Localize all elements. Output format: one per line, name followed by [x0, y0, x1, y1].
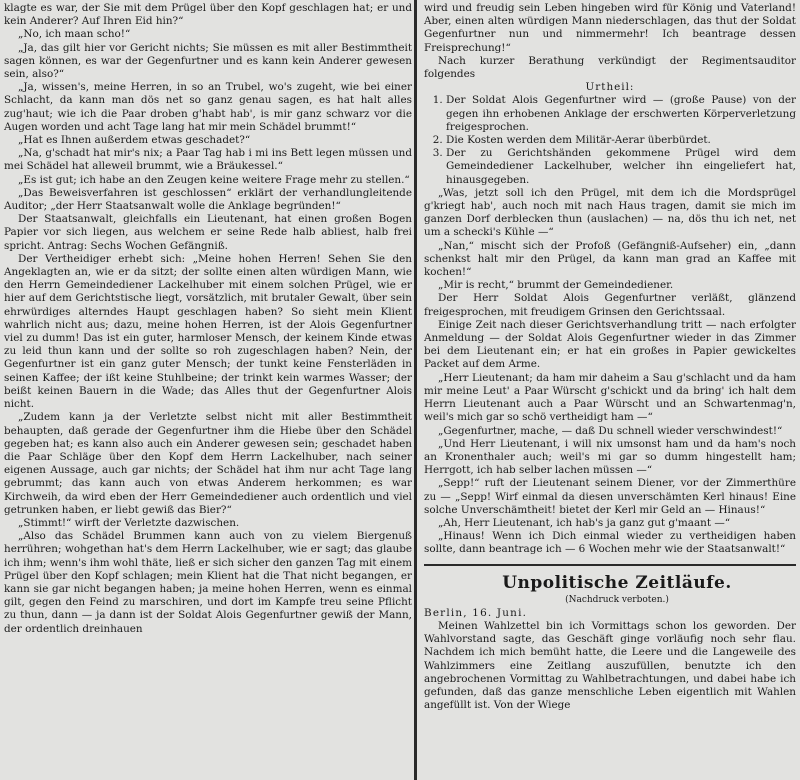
reprint-note: (Nachdruck verboten.)	[565, 594, 669, 605]
paragraph: „Mir is recht,“ brummt der Gemeindediener.	[438, 279, 674, 292]
paragraph: „Ah, Herr Lieutenant, ich hab's ja ganz gut g'maant —“	[438, 516, 731, 529]
paragraph: „Ja, das gilt hier vor Gericht nichts; Sie müssen es mit aller Bestimmtheit sagen können, es war der Gegenfurtner und es kann kein Anderer gewesen sein, also?“	[4, 41, 412, 81]
paragraph: wird und freudig sein Leben hingeben wird für König und Vaterland! Aber, einen alten würdigen Mann niederschlagen, das thut der Soldat Gegenfurtner nun und nimmermehr! Ich beantrage dessen Freisprechung!“	[424, 2, 796, 54]
paragraph: „Hinaus! Wenn ich Dich einmal wieder zu vertheidigen haben sollte, dann beantrage ich — 6 Wochen mehr wie der Staatsanwalt!“	[424, 530, 796, 556]
left-column	[4, 2, 412, 636]
verdict-item: 2. Die Kosten werden dem Militär-Aerar überbürdet.	[446, 134, 796, 147]
section-title: Unpolitische Zeitläufe.	[502, 572, 732, 593]
paragraph: „Na, g'schadt hat mir's nix; a Paar Tag hab i mi ins Bett legen müssen und mei Schädel hat alleweil brummt, wie a Bräukessel.“	[4, 147, 412, 173]
dateline-text: Berlin, 16. Juni.	[424, 606, 528, 619]
paragraph: Der Staatsanwalt, gleichfalls ein Lieutenant, hat einen großen Bogen Papier vor sich liegen, aus welchem er seine Rede halb abliest, halb frei spricht. Antrag: Sechs Wochen Gefängniß.	[4, 213, 412, 252]
paragraph: „Gegenfurtner, mache, — daß Du schnell wieder verschwindest!“	[438, 424, 783, 437]
paragraph: „Es ist gut; ich habe an den Zeugen keine weitere Frage mehr zu stellen.“	[18, 173, 410, 186]
paragraph: Einige Zeit nach dieser Gerichtsverhandlung tritt — nach erfolgter Anmeldung — der Soldat Alois Gegenfurtner wieder in das Zimmer bei dem Lieutenant ein; er hat ein großes in Papier gewickeltes Packet auf dem Arme.	[424, 318, 796, 371]
right-column	[424, 2, 796, 712]
paragraph: „Herr Lieutenant; da ham mir daheim a Sau g'schlacht und da ham mir meine Leut' a Paar Würscht g'schickt und da bring' ich halt dem Herrn Lieutenant auch a Paar Würscht und an Schwartenmag'n, weil's mich gar so schö vertheidigt ham —“	[424, 371, 796, 424]
verdict-item: 1. Der Soldat Alois Gegenfurtner wird — (große Pause) von der gegen ihn erhobenen Anklage der erschwerten Körperverletzung freigesprochen.	[446, 94, 796, 134]
paragraph: „No, ich maan scho!“	[18, 28, 131, 41]
verdict-item: 3. Der zu Gerichtshänden gekommene Prügel wird dem Gemeindediener Lackelhuber, welcher ihn eingeliefert hat, hinausgegeben.	[446, 147, 796, 187]
paragraph: „Ja, wissen's, meine Herren, in so an Trubel, wo's zugeht, wie bei einer Schlacht, da kann man dös net so ganz genau sagen, es hat halt alles zug'haut; wie ich die Paar droben g'habt hab', is mir ganz schwarz vor die Augen worden und acht Tage lang hat mir mein Schädel brummt!“	[4, 81, 412, 133]
section-divider	[424, 564, 796, 566]
paragraph: „Also das Schädel Brummen kann auch von zu vielem Biergenuß herrühren; wohgethan hat's dem Herrn Lackelhuber, wie er sagt; das glaube ich ihm; wenn's ihm wohl thäte, ließ er sich sicher den ganzen Tag mit einem Prügel über den Kopf schlagen; mein Klient hat die That nicht begangen, er kann sie gar nicht begangen haben; ja meine hohen Herren, wenn es einmal gilt, gegen den Feind zu marschiren, und dort im Kampfe treu seine Pflicht zu thun, dann — ja dann ist der Soldat Alois Gegenfurtner gewiß der Mann, der ordentlich dreinhauen	[4, 530, 412, 635]
column-divider	[414, 0, 417, 780]
paragraph: Meinen Wahlzettel bin ich Vormittags schon los geworden. Der Wahlvorstand sagte, das Geschäft ginge vorläufig noch sehr flau. Nachdem ich mich bemüht hatte, die Leere und die Langeweile des Wahlzimmers eine Zeitlang auszufüllen, benutzte ich den angebrochenen Vormittag zu Wahlbetrachtungen, und dabei habe ich gefunden, daß das ganze menschliche Leben eigentlich mit Wahlen angefüllt ist. Von der Wiege	[424, 619, 796, 712]
paragraph: „Hat es Ihnen außerdem etwas geschadet?“	[18, 134, 251, 147]
paragraph: „Was, jetzt soll ich den Prügel, mit dem ich die Mordsprügel g'kriegt hab', auch noch mit nach Haus tragen, damit sie mich im ganzen Dorf derblecken thun (auslachen) — na, dös thu ich net, net um a schecki's Kühle —“	[424, 186, 796, 239]
paragraph: Der Vertheidiger erhebt sich: „Meine hohen Herren! Sehen Sie den Angeklagten an, wie er da sitzt; der sollte einen alten würdigen Mann, wie den Herrn Gemeindediener Lackelhuber mit einem solchen Prügel, wie er hier auf dem Gerichtstische liegt, vorsätzlich, mit brutaler Gewalt, über sein ehrwürdiges alterndes Haupt geschlagen haben? So sieht mein Klient wahrlich nicht aus; dazu, meine hohen Herren, ist der Alois Gegenfurtner viel zu dumm! Das ist ein guter, harmloser Mensch, der keinem Kinde etwas zu leid thun kann und der sollte so roh zugeschlagen haben? Nein, der Gegenfurtner ist ein ganz guter Mensch; der tunkt keine Fensterläden in seinen Kaffee; der ißt keine Stuhlbeine; der trinkt kein warmes Wasser; der beißt keinen Bauern in die Wade; das Alles thut der Gegenfurtner Alois nicht.	[4, 252, 412, 411]
verdict-heading: Urtheil:	[585, 81, 635, 94]
paragraph: „Zudem kann ja der Verletzte selbst nicht mit aller Bestimmtheit behaupten, daß gerade der Gegenfurtner ihm die Hiebe über den Schädel gegeben hat; es kann also auch ein Anderer gewesen sein; geschadet haben die Paar Schläge über den Kopf dem Herrn Lackelhuber, nach seiner eigenen Aussage, auch gar nichts; der Schädel hat ihm nur acht Tage lang gebrummt; das kann auch von etwas Anderem herkommen; es war Kirchweih, da wird eben der Herr Gemeindediener auch ordentlich und viel getrunken haben, er liebt gewiß das Bier?“	[4, 411, 412, 516]
verdict-list	[424, 94, 796, 186]
paragraph: „Das Beweisverfahren ist geschlossen“ erklärt der verhandlungleitende Auditor; „der Herr Staatsanwalt wolle die Anklage begründen!“	[4, 186, 412, 213]
paragraph: klagte es war, der Sie mit dem Prügel über den Kopf geschlagen hat; er und kein Anderer? Auf Ihren Eid hin?“	[4, 2, 412, 28]
paragraph: Der Herr Soldat Alois Gegenfurtner verläßt, glänzend freigesprochen, mit freudigem Grinsen den Gerichtssaal.	[424, 292, 796, 318]
paragraph: „Nan,“ mischt sich der Profoß (Gefängniß-Aufseher) ein, „dann schenkst halt mir den Prügel, da kann man grad an Kaffee mit kochen!“	[424, 239, 796, 279]
dateline	[424, 607, 796, 620]
paragraph: Nach kurzer Berathung verkündigt der Regimentsauditor folgendes	[424, 54, 796, 81]
paragraph: „Stimmt!“ wirft der Verletzte dazwischen.	[18, 516, 240, 529]
paragraph: „Und Herr Lieutenant, i will nix umsonst ham und da ham's noch an Kronenthaler auch; weil's mi gar so dumm hingestellt ham; Herrgott, ich hab selber lachen müssen —“	[424, 437, 796, 477]
paragraph: „Sepp!“ ruft der Lieutenant seinem Diener, vor der Zimmerthüre zu — „Sepp! Wirf einmal da diesen unverschämten Kerl hinaus! Eine solche Unverschämtheit! bietet der Kerl mir Geld an — Hinaus!“	[424, 477, 796, 516]
